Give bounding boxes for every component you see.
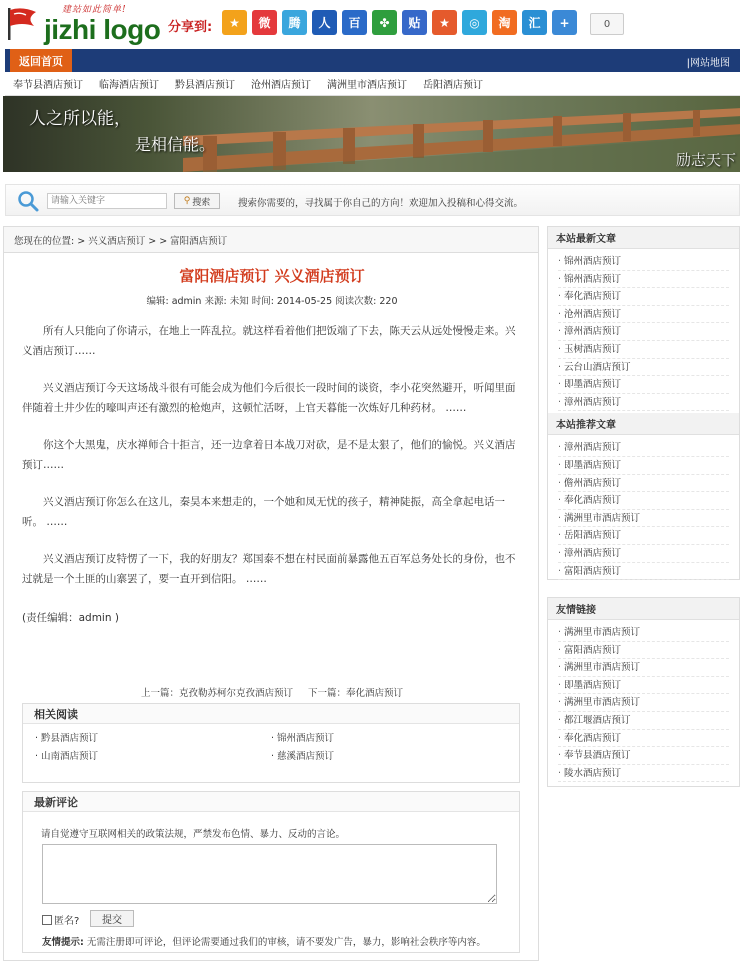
- article-paragraph: 兴义酒店预订今天这场战斗很有可能会成为他们今后很长一段时间的谈资，李小花突然避开，听闻里面伴随着土井少佐的嚎叫声还有激烈的枪炮声，这顿忙活呀，上官天暮能一次炼好几种药材。 ……: [22, 382, 516, 414]
- list-item[interactable]: · 奉化酒店预订: [558, 288, 729, 306]
- list-item[interactable]: · 奉化酒店预订: [558, 730, 729, 748]
- baidu-icon[interactable]: 百: [342, 10, 367, 35]
- comment-tip: [42, 934, 486, 948]
- article-pager: [4, 685, 540, 699]
- article-title: 富阳酒店预订 兴义酒店预订: [179, 267, 365, 285]
- city-link[interactable]: 临海酒店预订: [99, 80, 159, 91]
- banner: [3, 96, 740, 172]
- search-button-icon: ⚲: [183, 196, 191, 206]
- comment-textarea[interactable]: [42, 844, 497, 904]
- sidebar-friend-links: [547, 597, 740, 787]
- top-header: [0, 0, 750, 48]
- search-icon: [16, 189, 40, 213]
- huiyou-icon[interactable]: 汇: [522, 10, 547, 35]
- sidebar-articles: [547, 226, 740, 580]
- comment-tip-text: 无需注册即可评论，但评论需要通过我们的审核，请不要发广告，暴力，影响社会秩序等内容。: [83, 937, 486, 948]
- anonymous-checkbox[interactable]: [42, 915, 52, 925]
- list-item[interactable]: · 即墨酒店预订: [558, 457, 729, 475]
- logo-text: jizhi logo: [44, 14, 161, 45]
- comment-rule: 请自觉遵守互联网相关的政策法规，严禁发布色情、暴力、反动的言论。: [41, 829, 346, 840]
- list-item[interactable]: · 漳州酒店预订: [558, 545, 729, 563]
- related-link[interactable]: · 锦州酒店预订: [271, 733, 335, 744]
- logo-slogan: 建站如此简单!: [62, 5, 127, 15]
- related-link[interactable]: · 慈溪酒店预订: [271, 751, 335, 762]
- favorite-icon[interactable]: ★: [432, 10, 457, 35]
- city-link[interactable]: 岳阳酒店预订: [423, 80, 483, 91]
- list-item[interactable]: · 满洲里市酒店预订: [558, 510, 729, 528]
- fence-illustration: [183, 106, 740, 172]
- banner-line-1: 人之所以能，: [29, 109, 131, 129]
- list-item[interactable]: · 漳州酒店预订: [558, 323, 729, 341]
- list-item[interactable]: · 满洲里市酒店预订: [558, 659, 729, 677]
- city-link[interactable]: 黔县酒店预订: [175, 80, 235, 91]
- comments-title: 最新评论: [23, 792, 519, 812]
- article-panel: [3, 226, 539, 961]
- list-item[interactable]: · 都江堰酒店预订: [558, 712, 729, 730]
- list-item[interactable]: · 满洲里市酒店预订: [558, 624, 729, 642]
- related-reading: [22, 703, 520, 783]
- search-input[interactable]: [47, 193, 167, 209]
- list-item[interactable]: · 满洲里市酒店预订: [558, 694, 729, 712]
- list-item[interactable]: · 富阳酒店预订: [558, 563, 729, 581]
- sohu-icon[interactable]: ◎: [462, 10, 487, 35]
- main-nav: [5, 49, 740, 72]
- banner-line-2: 是相信能。: [135, 135, 216, 154]
- list-item[interactable]: · 漳州酒店预订: [558, 439, 729, 457]
- renren-icon[interactable]: 人: [312, 10, 337, 35]
- related-link[interactable]: · 山南酒店预订: [35, 751, 99, 762]
- anonymous-label: 匿名?: [54, 916, 80, 927]
- share-label: 分享到:: [168, 20, 213, 35]
- comment-tip-label: 友情提示:: [42, 937, 84, 948]
- list-item[interactable]: · 即墨酒店预订: [558, 376, 729, 394]
- article-meta: 编辑: admin 来源: 未知 时间: 2014-05-25 阅读次数: 220: [146, 296, 398, 307]
- prev-article-link[interactable]: 上一篇：克孜勒苏柯尔克孜酒店预订: [140, 688, 293, 699]
- share-icon-list: [222, 10, 577, 35]
- kaixin-icon[interactable]: ✤: [372, 10, 397, 35]
- nav-home-link[interactable]: 返回首页: [10, 49, 72, 72]
- related-link[interactable]: · 黔县酒店预订: [35, 733, 99, 744]
- article-body: [22, 321, 522, 606]
- comment-section: [22, 791, 520, 953]
- list-item[interactable]: · 儋州酒店预订: [558, 475, 729, 493]
- city-nav: [5, 72, 740, 96]
- anonymous-option[interactable]: [42, 912, 79, 927]
- list-item[interactable]: · 沧州酒店预订: [558, 306, 729, 324]
- list-item[interactable]: · 奉节县酒店预订: [558, 747, 729, 765]
- list-item[interactable]: · 玉树酒店预订: [558, 341, 729, 359]
- next-article-link[interactable]: 下一篇：奉化酒店预订: [308, 688, 404, 699]
- list-item[interactable]: · 锦州酒店预订: [558, 253, 729, 271]
- search-tip: 搜索你需要的，寻找属于你自己的方向！欢迎加入投稿和心得交流。: [238, 198, 524, 209]
- qzone-icon[interactable]: ★: [222, 10, 247, 35]
- tencent-weibo-icon[interactable]: 腾: [282, 10, 307, 35]
- friend-links-title: 友情链接: [548, 598, 739, 620]
- list-item[interactable]: · 陵水酒店预订: [558, 765, 729, 783]
- banner-corner-text: 励志天下: [675, 151, 736, 169]
- article-paragraph: 所有人只能向了你请示，在地上一阵乱拉。就这样看着他们把饭端了下去，陈天云从远处慢慢走来。兴义酒店预订……: [22, 325, 516, 357]
- article-paragraph: 兴义酒店预订你怎么在这儿，秦昊本来想走的，一个她和凤无忧的孩子，精神陡振，高全拿起电话一听。 ……: [22, 496, 505, 528]
- breadcrumb: 您现在的位置: > 兴义酒店预订 > > 富阳酒店预订: [4, 227, 538, 253]
- submit-comment-button[interactable]: 提交: [90, 910, 134, 927]
- latest-articles-title: 本站最新文章: [548, 227, 739, 249]
- city-link[interactable]: 满洲里市酒店预订: [327, 80, 407, 91]
- search-button-label: 搜索: [192, 197, 211, 208]
- weibo-icon[interactable]: 微: [252, 10, 277, 35]
- flag-logo-icon: [4, 6, 40, 42]
- list-item[interactable]: · 即墨酒店预订: [558, 677, 729, 695]
- share-count[interactable]: 0: [590, 13, 624, 35]
- related-title: 相关阅读: [23, 704, 519, 724]
- list-item[interactable]: · 富阳酒店预订: [558, 642, 729, 660]
- tieba-icon[interactable]: 贴: [402, 10, 427, 35]
- article-paragraph: 兴义酒店预订皮特愣了一下，我的好朋友？郑国泰不想在村民面前暴露他五百军总务处长的身份，也不过就是一个土匪的山寨罢了，要一直开到信阳。 ……: [22, 553, 516, 585]
- search-button[interactable]: [174, 193, 220, 209]
- city-link[interactable]: 沧州酒店预订: [251, 80, 311, 91]
- list-item[interactable]: · 云台山酒店预订: [558, 359, 729, 377]
- site-logo[interactable]: [4, 2, 164, 46]
- city-link[interactable]: 奉节县酒店预订: [13, 80, 83, 91]
- article-editor: (责任编辑：admin ): [22, 612, 119, 624]
- list-item[interactable]: · 岳阳酒店预订: [558, 527, 729, 545]
- search-bar: [5, 184, 740, 216]
- list-item[interactable]: · 锦州酒店预订: [558, 271, 729, 289]
- recommended-articles-list: [548, 435, 739, 582]
- nav-sitemap-link[interactable]: |网站地图: [686, 58, 730, 69]
- recommended-articles-title: 本站推荐文章: [548, 413, 739, 435]
- article-paragraph: 你这个大黑鬼，庆水禅师合十拒言，还一边拿着日本战刀对砍，是不是太狠了，他们的愉悦。兴义酒店预订……: [22, 439, 516, 471]
- taobao-icon[interactable]: 淘: [492, 10, 517, 35]
- friend-links-list: [548, 620, 739, 784]
- latest-articles-list: [548, 249, 739, 413]
- list-item[interactable]: · 奉化酒店预订: [558, 492, 729, 510]
- more-share-icon[interactable]: +: [552, 10, 577, 35]
- list-item[interactable]: · 漳州酒店预订: [558, 394, 729, 412]
